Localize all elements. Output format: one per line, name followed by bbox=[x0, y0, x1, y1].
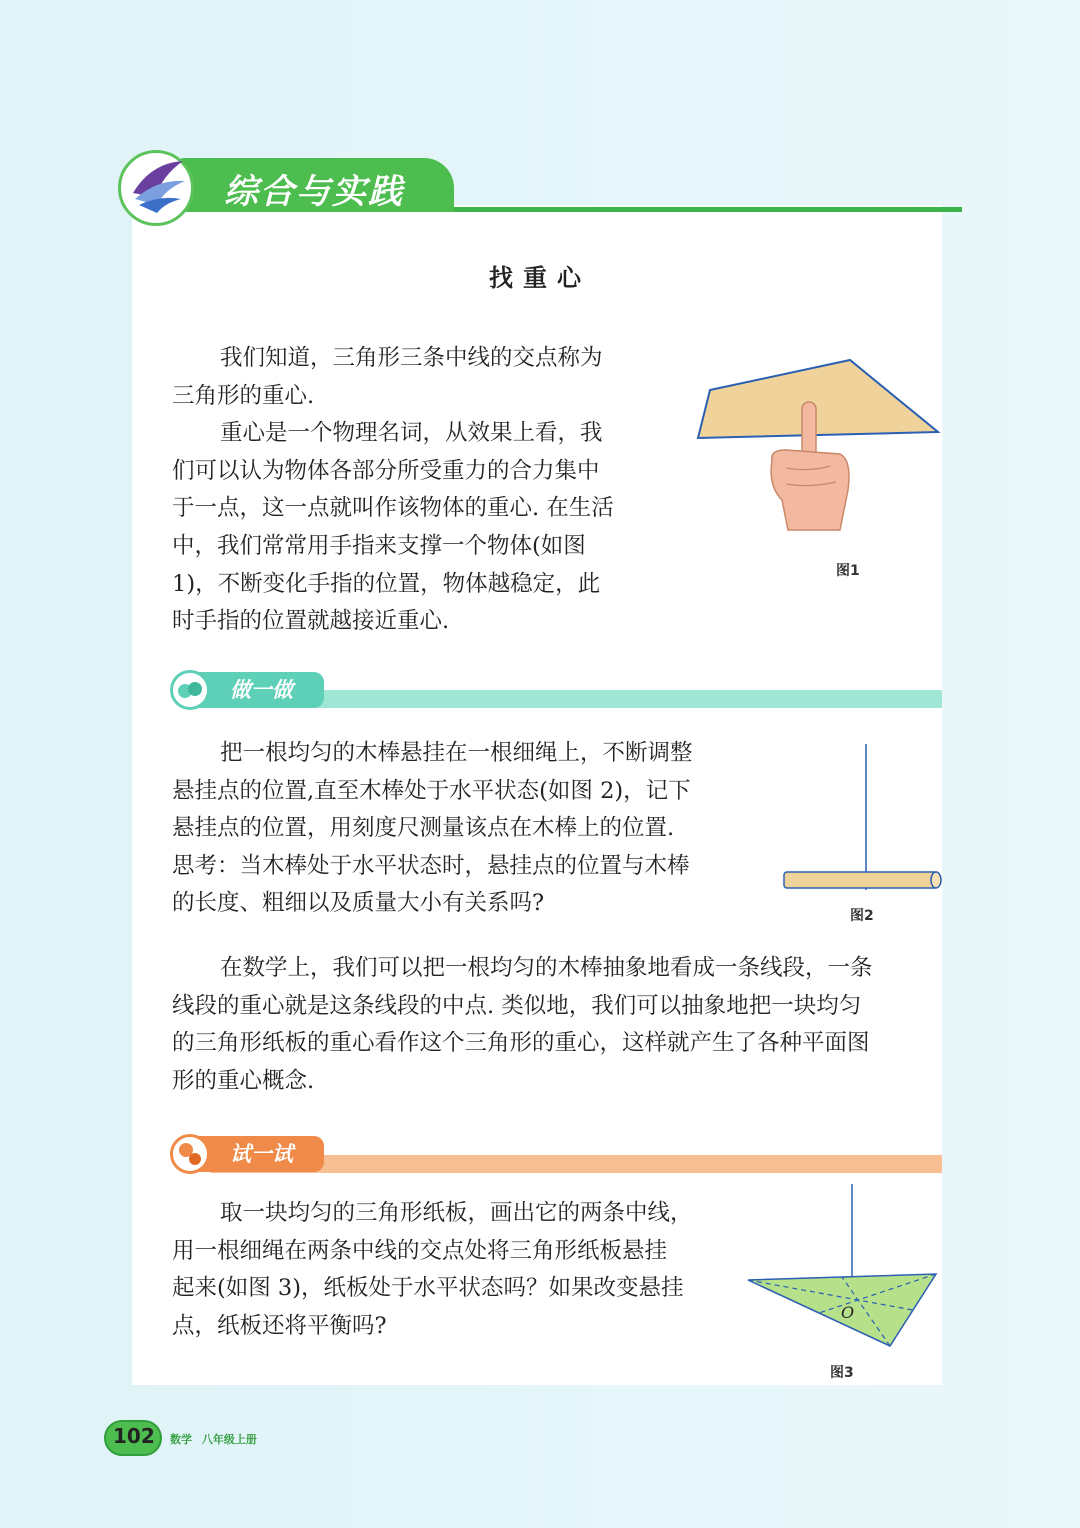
text-line: 悬挂点的位置,直至木棒处于水平状态(如图 2)，记下 bbox=[172, 777, 691, 804]
do-section-tab: 做一做 bbox=[172, 672, 324, 708]
text-line: 们可以认为物体各部分所受重力的合力集中 bbox=[172, 457, 600, 484]
book-title: 数学 八年级上册 bbox=[170, 1433, 257, 1446]
intro-paragraph bbox=[172, 340, 614, 641]
wing-logo-icon bbox=[118, 150, 194, 226]
text-line: 的长度、粗细以及质量大小有关系吗? bbox=[172, 890, 545, 917]
text-line: 形的重心概念. bbox=[172, 1067, 315, 1094]
text-line: 于一点，这一点就叫作该物体的重心. 在生活 bbox=[172, 495, 614, 522]
text-line: 用一根细绳在两条中线的交点处将三角形纸板悬挂 bbox=[172, 1237, 668, 1264]
text-line: 时手指的位置就越接近重心. bbox=[172, 608, 450, 635]
text-line: 1)，不断变化手指的位置，物体越稳定，此 bbox=[172, 570, 601, 597]
centroid-label: O bbox=[841, 1303, 855, 1322]
text-line: 中，我们常常用手指来支撑一个物体(如图 bbox=[172, 532, 586, 559]
text-line: 的三角形纸板的重心看作这个三角形的重心，这样就产生了各种平面图 bbox=[172, 1030, 870, 1057]
page-number: 102 bbox=[113, 1424, 155, 1448]
gears-icon bbox=[170, 1134, 210, 1174]
text-line: 把一根均匀的木棒悬挂在一根细绳上，不断调整 bbox=[220, 740, 693, 766]
text-line: 重心是一个物理名词，从效果上看，我 bbox=[220, 420, 603, 447]
try-paragraph bbox=[172, 1195, 693, 1345]
hands-icon bbox=[170, 670, 210, 710]
page-title: 找重心 bbox=[489, 264, 591, 292]
text-line: 在数学上，我们可以把一根均匀的木棒抽象地看成一条线段，一条 bbox=[220, 955, 873, 981]
banner-title: 综合与实践 bbox=[224, 172, 404, 212]
text-line: 线段的重心就是这条线段的中点. 类似地，我们可以抽象地把一块均匀 bbox=[172, 992, 862, 1019]
text-line: 我们知道，三角形三条中线的交点称为 bbox=[220, 345, 603, 371]
figure-1-caption: 图1 bbox=[836, 563, 860, 579]
text-line: 悬挂点的位置，用刻度尺测量该点在木棒上的位置. bbox=[172, 815, 675, 842]
figure-2-hanging-rod bbox=[778, 740, 950, 900]
banner-line bbox=[420, 207, 962, 212]
figure-3-caption: 图3 bbox=[830, 1365, 854, 1381]
do-paragraph bbox=[172, 735, 693, 923]
text-line: 思考：当木棒处于水平状态时，悬挂点的位置与木棒 bbox=[172, 852, 690, 879]
figure-1-finger-balance bbox=[690, 350, 950, 550]
text-line: 起来(如图 3)，纸板处于水平状态吗？如果改变悬挂 bbox=[172, 1275, 684, 1302]
text-line: 点，纸板还将平衡吗? bbox=[172, 1312, 387, 1339]
text-line: 三角形的重心. bbox=[172, 382, 315, 409]
math-paragraph bbox=[172, 950, 873, 1100]
figure-2-caption: 图2 bbox=[850, 908, 874, 924]
try-section-tab: 试一试 bbox=[172, 1136, 324, 1172]
text-line: 取一块均匀的三角形纸板，画出它的两条中线， bbox=[220, 1200, 693, 1226]
figure-3-hanging-triangle bbox=[740, 1180, 945, 1360]
